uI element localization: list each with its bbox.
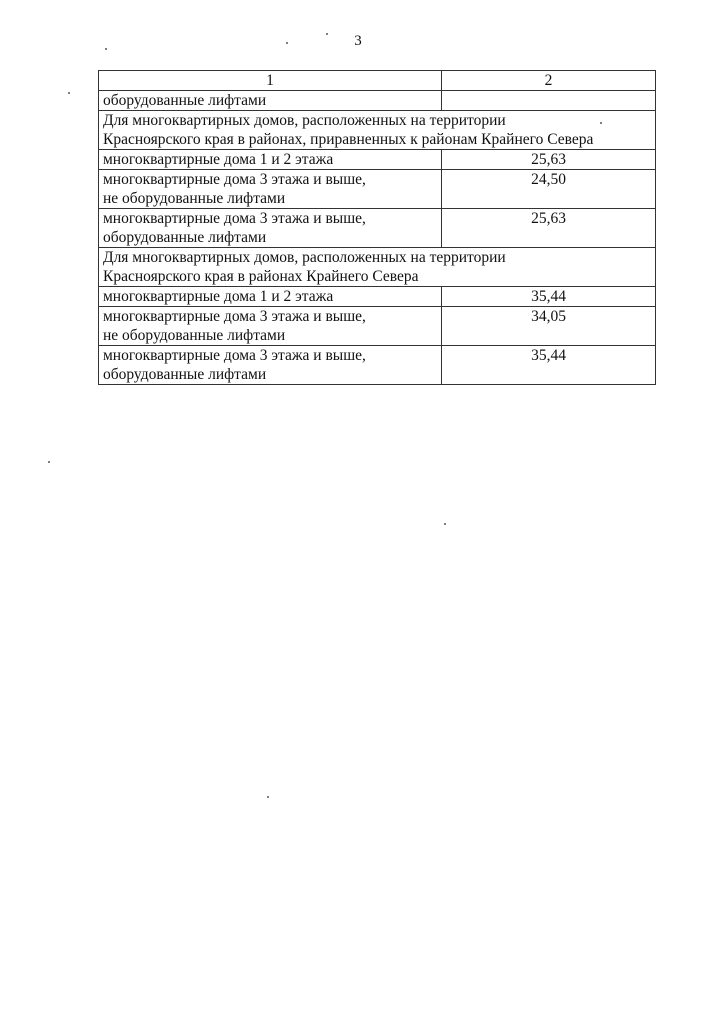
row-label <box>99 346 442 385</box>
row-value: 35,44 <box>442 346 656 385</box>
scan-speck <box>267 796 269 798</box>
table-row <box>99 91 656 111</box>
section-row <box>99 111 656 150</box>
scan-speck <box>326 33 328 35</box>
label-line: оборудованные лифтами <box>103 229 267 246</box>
section-line: Красноярского края в районах Крайнего Севера <box>103 268 419 285</box>
row-label <box>99 170 442 209</box>
scan-speck <box>105 48 107 50</box>
label-line: оборудованные лифтами <box>103 366 267 383</box>
label-line: не оборудованные лифтами <box>103 190 286 207</box>
section-line: Для многоквартирных домов, расположенных на территории <box>103 112 506 129</box>
table-row <box>99 287 656 307</box>
label-line: многоквартирные дома 3 этажа и выше, <box>103 347 366 364</box>
tariff-table <box>98 70 656 385</box>
table-row <box>99 307 656 346</box>
row-value <box>442 91 656 111</box>
section-line: Красноярского края в районах, приравненных к районам Крайнего Севера <box>103 131 594 148</box>
column-header-1: 1 <box>99 71 442 91</box>
label-line: многоквартирные дома 3 этажа и выше, <box>103 308 366 325</box>
scan-speck <box>286 42 288 44</box>
table-header-row <box>99 71 656 91</box>
page-number: 3 <box>354 33 362 49</box>
scan-speck <box>68 92 70 94</box>
scan-speck <box>444 523 446 525</box>
label-line: оборудованные лифтами <box>103 92 267 109</box>
row-value: 24,50 <box>442 170 656 209</box>
table-row <box>99 346 656 385</box>
row-label <box>99 150 442 170</box>
row-label <box>99 307 442 346</box>
row-value: 25,63 <box>442 150 656 170</box>
label-line: многоквартирные дома 1 и 2 этажа <box>103 151 334 168</box>
table-row <box>99 170 656 209</box>
label-line: многоквартирные дома 3 этажа и выше, <box>103 171 366 188</box>
column-header-2: 2 <box>442 71 656 91</box>
table-row <box>99 150 656 170</box>
scan-speck <box>48 461 50 463</box>
section-row <box>99 248 656 287</box>
row-value: 34,05 <box>442 307 656 346</box>
label-line: многоквартирные дома 3 этажа и выше, <box>103 210 366 227</box>
row-value: 25,63 <box>442 209 656 248</box>
row-value: 35,44 <box>442 287 656 307</box>
label-line: многоквартирные дома 1 и 2 этажа <box>103 288 334 305</box>
section-heading <box>99 248 656 287</box>
scan-speck <box>600 122 602 124</box>
table-row <box>99 209 656 248</box>
row-label <box>99 209 442 248</box>
row-label <box>99 91 442 111</box>
row-label <box>99 287 442 307</box>
label-line: не оборудованные лифтами <box>103 327 286 344</box>
section-line: Для многоквартирных домов, расположенных на территории <box>103 249 506 266</box>
section-heading <box>99 111 656 150</box>
